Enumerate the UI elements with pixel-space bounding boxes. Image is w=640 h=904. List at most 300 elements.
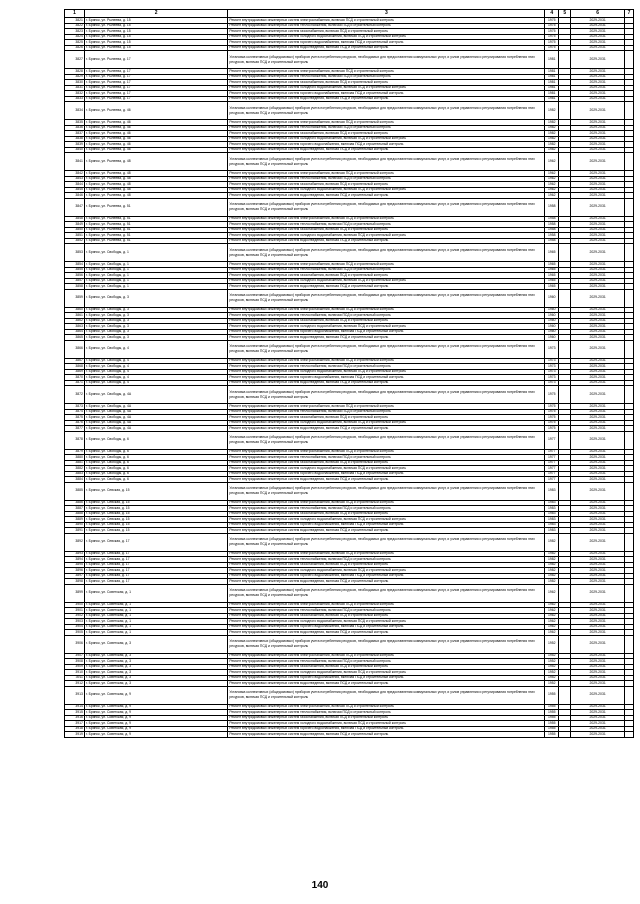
address-cell: г. Брянск, ул. Советская, д. 3 [85,659,228,664]
row-number-cell: 3823 [65,29,85,34]
building-year-cell: 1962 [545,625,559,630]
row-number-cell: 3821 [65,18,85,23]
work-description-cell: Ремонт внутридомовых инженерных систем водоотведения, включая ПСД и строительный контроль [228,284,545,289]
address-cell: г. Брянск, ул. Рылеева, д. 48 [85,182,228,187]
address-cell: г. Брянск, ул. Свободы, д. 4 [85,359,228,364]
meter-installation-row [64,102,634,120]
building-year-cell: 1952 [545,670,559,675]
meter-installation-row [64,432,634,450]
empty-cell [559,585,571,602]
building-year-cell: 1983 [545,483,559,500]
period-cell: 2029-2031 [571,335,625,340]
address-cell: г. Брянск, ул. Свободы, д. 6 [85,461,228,466]
address-cell: г. Брянск, ул. Рылеева, д. 15 [85,18,228,23]
empty-cell [559,654,571,659]
empty-cell [625,97,633,102]
empty-cell [559,120,571,125]
empty-cell [625,574,633,579]
row-number-cell: 3900 [65,603,85,608]
empty-cell [625,585,633,602]
period-cell: 2029-2031 [571,182,625,187]
address-cell: г. Брянск, ул. Рылеева, д. 51 [85,199,228,216]
period-cell: 2029-2031 [571,239,625,244]
empty-cell [625,636,633,653]
work-description-cell: Установка коллективных (общедомовых) приборов учета потребления ресурсов, необходимых для предоставления коммунальных услуг, и узлов управления и регулирования потребления этих ресурсов, включая ПСД и строительный контроль [228,636,545,653]
building-year-cell: 1962 [545,608,559,613]
building-year-cell: 1955 [545,721,559,726]
row-number-cell: 3885 [65,483,85,500]
row-number-cell: 3842 [65,171,85,176]
empty-cell [625,131,633,136]
building-year-cell: 1975 [545,18,559,23]
row-number-cell: 3851 [65,233,85,238]
address-cell: г. Брянск, ул. Рылеева, д. 17 [85,75,228,80]
empty-cell [559,732,571,737]
work-description-cell: Ремонт внутридомовых инженерных систем водоотведения, включая ПСД и строительный контроль [228,148,545,153]
empty-cell [625,619,633,624]
meter-installation-row [64,153,634,171]
empty-cell [625,727,633,732]
empty-cell [625,262,633,267]
row-number-cell: 3841 [65,153,85,170]
empty-cell [559,625,571,630]
address-cell: г. Брянск, ул. Севская, д. 15 [85,506,228,511]
empty-cell [559,370,571,375]
period-cell: 2029-2031 [571,324,625,329]
empty-cell [625,375,633,380]
address-cell: г. Брянск, ул. Советская, д. 3 [85,636,228,653]
work-description-cell: Ремонт внутридомовых инженерных систем холодного водоснабжения, включая ПСД и строительный контроль [228,670,545,675]
building-year-cell: 1975 [545,24,559,29]
empty-cell [559,421,571,426]
empty-cell [625,687,633,704]
period-cell: 2029-2031 [571,120,625,125]
period-cell: 2029-2031 [571,193,625,198]
empty-cell [559,614,571,619]
building-year-cell: 1982 [545,142,559,147]
address-cell: г. Брянск, ул. Рылеева, д. 46 [85,102,228,119]
row-number-cell: 3861 [65,313,85,318]
work-description-cell: Ремонт внутридомовых инженерных систем электроснабжения, включая ПСД и строительный контроль [228,450,545,455]
empty-cell [625,244,633,261]
empty-cell [625,472,633,477]
empty-cell [625,614,633,619]
work-description-cell: Ремонт внутридомовых инженерных систем холодного водоснабжения, включая ПСД и строительный контроль [228,619,545,624]
address-cell: г. Брянск, ул. Свободы, д. 6 [85,466,228,471]
building-year-cell: 1981 [545,80,559,85]
building-year-cell: 1955 [545,727,559,732]
address-cell: г. Брянск, ул. Рылеева, д. 15 [85,29,228,34]
address-cell: г. Брянск, ул. Севская, д. 17 [85,568,228,573]
empty-cell [559,91,571,96]
work-description-cell: Установка коллективных (общедомовых) приборов учета потребления ресурсов, необходимых для предоставления коммунальных услуг, и узлов управления и регулирования потребления этих ресурсов, включая ПСД и строительный контроль [228,199,545,216]
empty-cell [625,386,633,403]
building-year-cell: 1955 [545,732,559,737]
address-cell: г. Брянск, ул. Свободы, д. 6 [85,455,228,460]
row-number-cell: 3901 [65,608,85,613]
work-description-cell: Ремонт внутридомовых инженерных систем газоснабжения, включая ПСД и строительный контроль [228,80,545,85]
empty-cell [625,193,633,198]
period-cell: 2029-2031 [571,153,625,170]
row-number-cell: 3908 [65,659,85,664]
row-number-cell: 3910 [65,670,85,675]
building-year-cell: 1955 [545,710,559,715]
building-year-cell: 1960 [545,290,559,307]
empty-cell [625,51,633,68]
work-description-cell: Ремонт внутридомовых инженерных систем электроснабжения, включая ПСД и строительный контроль [228,217,545,222]
row-number-cell: 3880 [65,455,85,460]
empty-cell [625,75,633,80]
empty-cell [559,608,571,613]
row-number-cell: 3852 [65,239,85,244]
empty-cell [625,233,633,238]
empty-cell [625,148,633,153]
empty-cell [559,426,571,431]
building-year-cell: 1982 [545,137,559,142]
empty-cell [625,568,633,573]
table-header-row [64,9,634,18]
row-number-cell: 3905 [65,630,85,635]
period-cell: 2029-2031 [571,687,625,704]
work-description-cell: Ремонт внутридомовых инженерных систем электроснабжения, включая ПСД и строительный контроль [228,552,545,557]
work-description-cell: Ремонт внутридомовых инженерных систем газоснабжения, включая ПСД и строительный контроль [228,273,545,278]
work-description-cell: Ремонт внутридомовых инженерных систем электроснабжения, включая ПСД и строительный контроль [228,404,545,409]
row-number-cell: 3871 [65,381,85,386]
address-cell: г. Брянск, ул. Рылеева, д. 46 [85,148,228,153]
address-cell: г. Брянск, ул. Свободы, д. 4А [85,386,228,403]
work-description-cell: Ремонт внутридомовых инженерных систем водоотведения, включая ПСД и строительный контроль [228,732,545,737]
building-year-cell: 1973 [545,375,559,380]
empty-cell [625,608,633,613]
address-cell: г. Брянск, ул. Рылеева, д. 17 [85,91,228,96]
row-number-cell: 3903 [65,619,85,624]
work-description-cell: Ремонт внутридомовых инженерных систем водоотведения, включая ПСД и строительный контроль [228,630,545,635]
empty-cell [559,630,571,635]
work-description-cell: Установка коллективных (общедомовых) приборов учета потребления ресурсов, необходимых для предоставления коммунальных услуг, и узлов управления и регулирования потребления этих ресурсов, включая ПСД и строительный контроль [228,290,545,307]
work-description-cell: Ремонт внутридомовых инженерных систем холодного водоснабжения, включая ПСД и строительный контроль [228,721,545,726]
empty-cell [625,557,633,562]
row-number-cell: 3886 [65,501,85,506]
row-number-cell: 3879 [65,450,85,455]
building-year-cell: 1960 [545,330,559,335]
period-cell: 2029-2031 [571,625,625,630]
row-number-cell: 3845 [65,188,85,193]
work-description-cell: Ремонт внутридомовых инженерных систем теплоснабжения, включая ПСД и строительный контроль [228,177,545,182]
empty-cell [559,153,571,170]
row-number-cell: 3825 [65,40,85,45]
work-description-cell: Ремонт внутридомовых инженерных систем холодного водоснабжения, включая ПСД и строительный контроль [228,86,545,91]
empty-cell [559,233,571,238]
address-cell: г. Брянск, ул. Рылеева, д. 51 [85,217,228,222]
period-cell: 2029-2031 [571,477,625,482]
empty-cell [559,415,571,420]
address-cell: г. Брянск, ул. Рылеева, д. 46 [85,131,228,136]
empty-cell [625,29,633,34]
address-cell: г. Брянск, ул. Свободы, д. 4А [85,415,228,420]
empty-cell [559,217,571,222]
empty-cell [559,716,571,721]
table-body [64,18,634,738]
building-year-cell: 1952 [545,636,559,653]
empty-cell [625,335,633,340]
column-header: 1 [65,10,85,17]
empty-cell [559,563,571,568]
period-cell: 2029-2031 [571,506,625,511]
address-cell: г. Брянск, ул. Советская, д. 1 [85,585,228,602]
row-number-cell: 3837 [65,131,85,136]
period-cell: 2029-2031 [571,284,625,289]
empty-cell [559,313,571,318]
row-number-cell: 3846 [65,193,85,198]
period-cell: 2029-2031 [571,404,625,409]
empty-cell [625,450,633,455]
empty-cell [559,517,571,522]
empty-cell [625,18,633,23]
work-description-cell: Ремонт внутридомовых инженерных систем электроснабжения, включая ПСД и строительный контроль [228,171,545,176]
address-cell: г. Брянск, ул. Рылеева, д. 46 [85,142,228,147]
period-cell: 2029-2031 [571,421,625,426]
empty-cell [559,636,571,653]
period-cell: 2029-2031 [571,523,625,528]
address-cell: г. Брянск, ул. Свободы, д. 6 [85,477,228,482]
address-cell: г. Брянск, ул. Свободы, д. 6 [85,432,228,449]
work-description-cell: Ремонт внутридомовых инженерных систем холодного водоснабжения, включая ПСД и строительный контроль [228,568,545,573]
building-year-cell: 1965 [545,268,559,273]
row-number-cell: 3822 [65,24,85,29]
building-year-cell: 1962 [545,614,559,619]
empty-cell [625,534,633,551]
period-cell: 2029-2031 [571,557,625,562]
period-cell: 2029-2031 [571,483,625,500]
period-cell: 2029-2031 [571,710,625,715]
empty-cell [625,466,633,471]
empty-cell [559,182,571,187]
building-year-cell: 1958 [545,217,559,222]
address-cell: г. Брянск, ул. Свободы, д. 3 [85,290,228,307]
empty-cell [559,477,571,482]
address-cell: г. Брянск, ул. Севская, д. 15 [85,512,228,517]
empty-cell [625,432,633,449]
work-description-cell: Ремонт внутридомовых инженерных систем теплоснабжения, включая ПСД и строительный контроль [228,608,545,613]
address-cell: г. Брянск, ул. Рылеева, д. 48 [85,153,228,170]
period-cell: 2029-2031 [571,386,625,403]
empty-cell [625,102,633,119]
row-number-cell: 3873 [65,404,85,409]
empty-cell [559,359,571,364]
address-cell: г. Брянск, ул. Советская, д. 1 [85,619,228,624]
address-cell: г. Брянск, ул. Свободы, д. 4А [85,421,228,426]
row-number-cell: 3913 [65,687,85,704]
period-cell: 2029-2031 [571,51,625,68]
meter-installation-row [64,290,634,308]
period-cell: 2029-2031 [571,24,625,29]
row-number-cell: 3877 [65,426,85,431]
empty-cell [559,284,571,289]
empty-cell [559,472,571,477]
row-number-cell: 3883 [65,472,85,477]
building-year-cell: 1958 [545,239,559,244]
row-number-cell: 3881 [65,461,85,466]
address-cell: г. Брянск, ул. Свободы, д. 4А [85,404,228,409]
empty-cell [559,676,571,681]
address-cell: г. Брянск, ул. Свободы, д. 1 [85,244,228,261]
work-description-cell: Ремонт внутридомовых инженерных систем горячего водоснабжения, включая ПСД и строительный контроль [228,472,545,477]
period-cell: 2029-2031 [571,262,625,267]
row-number-cell: 3854 [65,262,85,267]
work-description-cell: Ремонт внутридомовых инженерных систем теплоснабжения, включая ПСД и строительный контроль [228,268,545,273]
work-description-cell: Установка коллективных (общедомовых) приборов учета потребления ресурсов, необходимых для предоставления коммунальных услуг, и узлов управления и регулирования потребления этих ресурсов, включая ПСД и строительный контроль [228,483,545,500]
empty-cell [625,381,633,386]
address-cell: г. Брянск, ул. Рылеева, д. 51 [85,228,228,233]
row-number-cell: 3844 [65,182,85,187]
work-description-cell: Ремонт внутридомовых инженерных систем горячего водоснабжения, включая ПСД и строительный контроль [228,676,545,681]
row-number-cell: 3918 [65,727,85,732]
period-cell: 2029-2031 [571,455,625,460]
empty-cell [625,410,633,415]
building-year-cell: 1975 [545,386,559,403]
empty-cell [559,710,571,715]
empty-cell [559,341,571,358]
empty-cell [559,324,571,329]
row-number-cell: 3914 [65,705,85,710]
empty-cell [625,630,633,635]
empty-cell [625,268,633,273]
work-description-cell: Ремонт внутридомовых инженерных систем газоснабжения, включая ПСД и строительный контроль [228,512,545,517]
period-cell: 2029-2031 [571,608,625,613]
empty-cell [559,40,571,45]
row-number-cell: 3904 [65,625,85,630]
row-number-cell: 3826 [65,46,85,51]
building-year-cell: 1981 [545,75,559,80]
address-cell: г. Брянск, ул. Свободы, д. 1 [85,262,228,267]
work-description-cell: Ремонт внутридомовых инженерных систем теплоснабжения, включая ПСД и строительный контроль [228,222,545,227]
period-cell: 2029-2031 [571,727,625,732]
work-description-cell: Установка коллективных (общедомовых) приборов учета потребления ресурсов, необходимых для предоставления коммунальных услуг, и узлов управления и регулирования потребления этих ресурсов, включая ПСД и строительный контроль [228,687,545,704]
empty-cell [625,455,633,460]
row-number-cell: 3907 [65,654,85,659]
empty-cell [559,126,571,131]
period-cell: 2029-2031 [571,126,625,131]
empty-cell [625,171,633,176]
empty-cell [559,665,571,670]
period-cell: 2029-2031 [571,86,625,91]
building-year-cell: 1962 [545,630,559,635]
meter-installation-row [64,341,634,359]
work-description-cell: Ремонт внутридомовых инженерных систем теплоснабжения, включая ПСД и строительный контроль [228,710,545,715]
building-year-cell: 1958 [545,222,559,227]
building-year-cell: 1982 [545,568,559,573]
work-description-cell: Ремонт внутридомовых инженерных систем электроснабжения, включая ПСД и строительный контроль [228,308,545,313]
empty-cell [559,102,571,119]
work-description-cell: Ремонт внутридомовых инженерных систем горячего водоснабжения, включая ПСД и строительный контроль [228,625,545,630]
empty-cell [625,512,633,517]
building-year-cell: 1982 [545,120,559,125]
building-year-cell: 1955 [545,687,559,704]
empty-cell [559,410,571,415]
address-cell: г. Брянск, ул. Свободы, д. 1 [85,273,228,278]
period-cell: 2029-2031 [571,91,625,96]
address-cell: г. Брянск, ул. Свободы, д. 4 [85,341,228,358]
period-cell: 2029-2031 [571,512,625,517]
building-year-cell: 1977 [545,450,559,455]
work-description-cell: Ремонт внутридомовых инженерных систем водоотведения, включая ПСД и строительный контроль [228,528,545,533]
period-cell: 2029-2031 [571,29,625,34]
work-description-cell: Ремонт внутридомовых инженерных систем водоотведения, включая ПСД и строительный контроль [228,193,545,198]
building-year-cell: 1952 [545,659,559,664]
address-cell: г. Брянск, ул. Советская, д. 9 [85,705,228,710]
work-description-cell: Ремонт внутридомовых инженерных систем водоотведения, включая ПСД и строительный контроль [228,46,545,51]
work-description-cell: Установка коллективных (общедомовых) приборов учета потребления ресурсов, необходимых для предоставления коммунальных услуг, и узлов управления и регулирования потребления этих ресурсов, включая ПСД и строительный контроль [228,432,545,449]
building-year-cell: 1965 [545,244,559,261]
row-number-cell: 3909 [65,665,85,670]
empty-cell [559,222,571,227]
period-cell: 2029-2031 [571,102,625,119]
work-description-cell: Ремонт внутридомовых инженерных систем теплоснабжения, включая ПСД и строительный контроль [228,24,545,29]
address-cell: г. Брянск, ул. Советская, д. 1 [85,630,228,635]
empty-cell [559,335,571,340]
column-header: 2 [85,10,228,17]
empty-cell [625,705,633,710]
empty-cell [559,727,571,732]
row-number-cell: 3849 [65,222,85,227]
building-year-cell: 1977 [545,461,559,466]
building-year-cell: 1975 [545,35,559,40]
row-number-cell: 3829 [65,75,85,80]
empty-cell [625,290,633,307]
row-number-cell: 3865 [65,335,85,340]
empty-cell [559,404,571,409]
empty-cell [625,477,633,482]
empty-cell [625,732,633,737]
period-cell: 2029-2031 [571,330,625,335]
period-cell: 2029-2031 [571,432,625,449]
empty-cell [625,716,633,721]
row-number-cell: 3876 [65,421,85,426]
building-year-cell: 1983 [545,512,559,517]
address-cell: г. Брянск, ул. Рылеева, д. 51 [85,222,228,227]
work-description-cell: Установка коллективных (общедомовых) приборов учета потребления ресурсов, необходимых для предоставления коммунальных услуг, и узлов управления и регулирования потребления этих ресурсов, включая ПСД и строительный контроль [228,102,545,119]
empty-cell [559,199,571,216]
address-cell: г. Брянск, ул. Рылеева, д. 15 [85,46,228,51]
row-number-cell: 3864 [65,330,85,335]
address-cell: г. Брянск, ул. Рылеева, д. 46 [85,126,228,131]
row-number-cell: 3902 [65,614,85,619]
address-cell: г. Брянск, ул. Севская, д. 15 [85,528,228,533]
row-number-cell: 3832 [65,91,85,96]
empty-cell [559,239,571,244]
period-cell: 2029-2031 [571,619,625,624]
address-cell: г. Брянск, ул. Рылеева, д. 48 [85,188,228,193]
period-cell: 2029-2031 [571,450,625,455]
work-description-cell: Ремонт внутридомовых инженерных систем теплоснабжения, включая ПСД и строительный контроль [228,506,545,511]
work-description-cell: Ремонт внутридомовых инженерных систем водоотведения, включая ПСД и строительный контроль [228,381,545,386]
building-year-cell: 1962 [545,603,559,608]
period-cell: 2029-2031 [571,364,625,369]
building-year-cell: 1982 [545,148,559,153]
building-year-cell: 1955 [545,705,559,710]
work-description-cell: Ремонт внутридомовых инженерных систем горячего водоснабжения, включая ПСД и строительный контроль [228,40,545,45]
work-description-cell: Установка коллективных (общедомовых) приборов учета потребления ресурсов, необходимых для предоставления коммунальных услуг, и узлов управления и регулирования потребления этих ресурсов, включая ПСД и строительный контроль [228,585,545,602]
address-cell: г. Брянск, ул. Рылеева, д. 46 [85,137,228,142]
period-cell: 2029-2031 [571,279,625,284]
address-cell: г. Брянск, ул. Рылеева, д. 51 [85,239,228,244]
work-description-cell: Установка коллективных (общедомовых) приборов учета потребления ресурсов, необходимых для предоставления коммунальных услуг, и узлов управления и регулирования потребления этих ресурсов, включая ПСД и строительный контроль [228,51,545,68]
empty-cell [559,659,571,664]
empty-cell [559,450,571,455]
empty-cell [559,51,571,68]
row-number-cell: 3896 [65,568,85,573]
building-year-cell: 1977 [545,432,559,449]
